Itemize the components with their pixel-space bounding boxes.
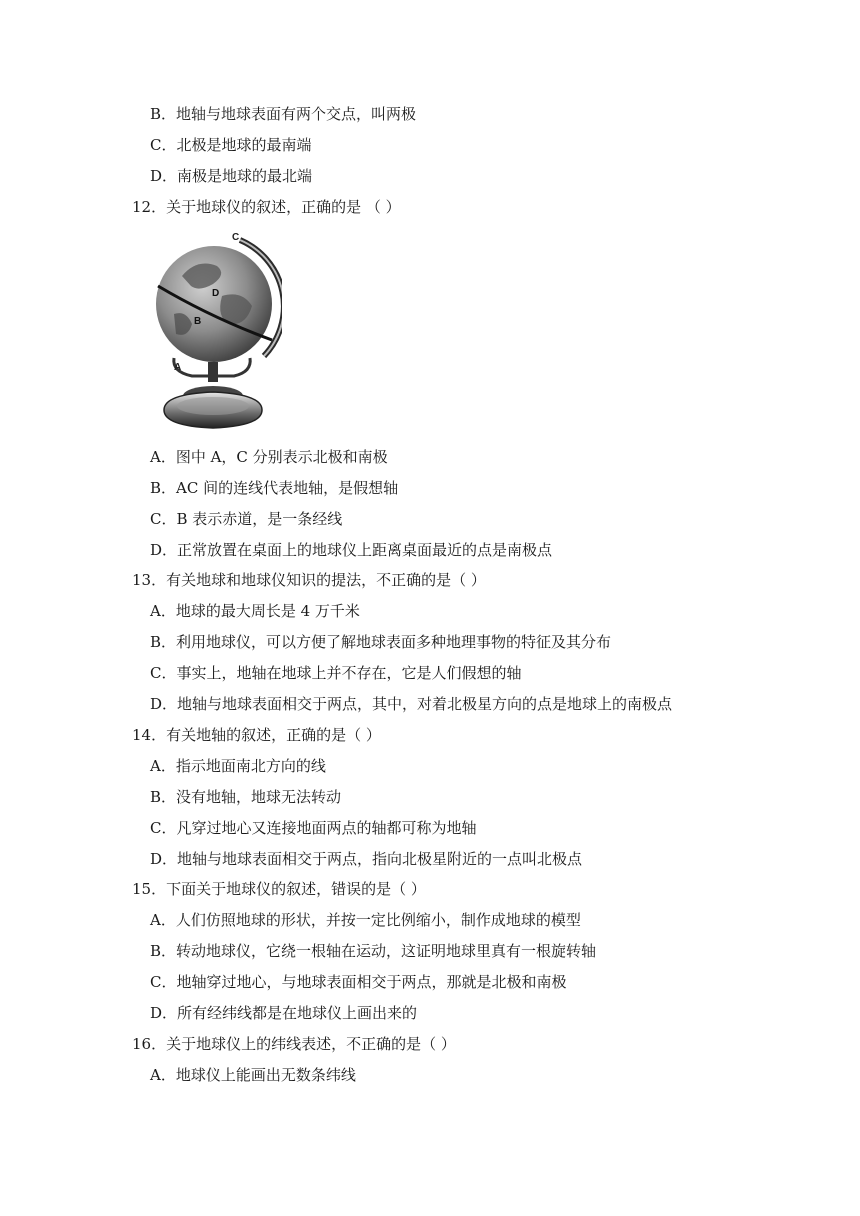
question-stem: 16．关于地球仪上的纬线表述，不正确的是（ ）	[132, 1035, 456, 1053]
globe-icon	[152, 226, 282, 438]
option-text: B．转动地球仪，它绕一根轴在运动，这证明地球里真有一根旋转轴	[150, 942, 597, 960]
option-text: C．事实上，地轴在地球上并不存在，它是人们假想的轴	[150, 664, 522, 682]
option-text: A．地球仪上能画出无数条纬线	[150, 1066, 356, 1084]
globe-figure	[152, 226, 282, 438]
figure-label-d: D	[212, 288, 220, 299]
option-text: B．地轴与地球表面有两个交点，叫两极	[150, 105, 417, 123]
question-stem: 15．下面关于地球仪的叙述，错误的是（ ）	[132, 880, 426, 898]
option-text: D．正常放置在桌面上的地球仪上距离桌面最近的点是南极点	[150, 541, 553, 559]
question-stem: 14．有关地轴的叙述，正确的是（ ）	[132, 726, 381, 744]
option-text: B．没有地轴，地球无法转动	[150, 788, 342, 806]
option-text: D．南极是地球的最北端	[150, 167, 313, 185]
option-text: A．人们仿照地球的形状，并按一定比例缩小，制作成地球的模型	[150, 911, 581, 929]
option-text: B．AC 间的连线代表地轴，是假想轴	[150, 479, 399, 497]
option-text: D．地轴与地球表面相交于两点，其中，对着北极星方向的点是地球上的南极点	[150, 695, 673, 713]
option-text: C．凡穿过地心又连接地面两点的轴都可称为地轴	[150, 819, 477, 837]
option-text: A．地球的最大周长是 4 万千米	[150, 602, 360, 620]
figure-label-c: C	[232, 232, 240, 243]
option-text: C．地轴穿过地心，与地球表面相交于两点，那就是北极和南极	[150, 973, 567, 991]
option-text: C．北极是地球的最南端	[150, 136, 312, 154]
option-text: D．所有经纬线都是在地球仪上画出来的	[150, 1004, 418, 1022]
option-text: B．利用地球仪，可以方便了解地球表面多种地理事物的特征及其分布	[150, 633, 612, 651]
option-text: C．B 表示赤道，是一条经线	[150, 510, 343, 528]
option-text: D．地轴与地球表面相交于两点，指向北极星附近的一点叫北极点	[150, 850, 583, 868]
option-text: A．图中 A，C 分别表示北极和南极	[150, 448, 388, 466]
question-stem: 13．有关地球和地球仪知识的提法，不正确的是（ ）	[132, 571, 486, 589]
figure-label-b: B	[194, 316, 202, 327]
figure-label-a: A	[174, 362, 182, 373]
option-text: A．指示地面南北方向的线	[150, 757, 326, 775]
question-stem: 12．关于地球仪的叙述，正确的是 （ ）	[132, 198, 401, 216]
